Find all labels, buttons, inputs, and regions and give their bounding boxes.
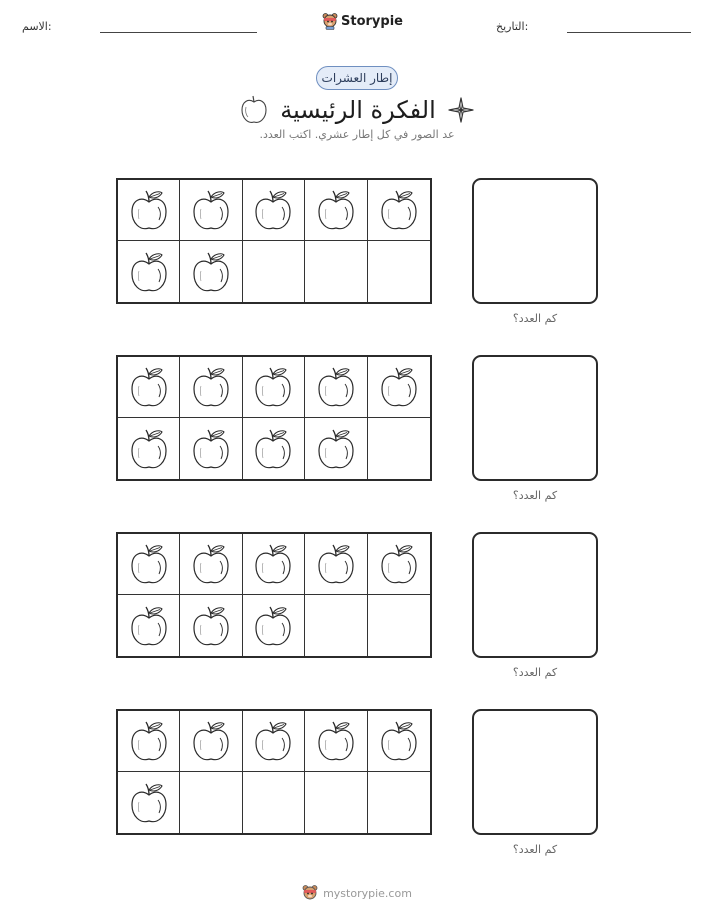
- apple-icon: [130, 604, 168, 648]
- apple-icon: [317, 542, 355, 586]
- answer-label: كم العدد؟: [512, 312, 558, 325]
- ten-frame: [116, 532, 432, 658]
- date-line[interactable]: [567, 32, 691, 33]
- apple-icon: [317, 427, 355, 471]
- ten-frame-cell: [118, 772, 180, 833]
- apple-icon: [130, 719, 168, 763]
- ten-frame-cell: [180, 534, 242, 595]
- logo: [322, 12, 403, 30]
- ten-frame-cell: [243, 241, 305, 302]
- ten-frame-cell: [243, 772, 305, 833]
- ten-frame-cell: [243, 534, 305, 595]
- apple-icon: [254, 188, 292, 232]
- ten-frame-cell: [243, 595, 305, 656]
- name-label: الاسم:: [22, 20, 52, 33]
- answer-box[interactable]: [472, 709, 598, 835]
- bear-mascot-icon: [302, 884, 318, 902]
- ten-frame-cell: [305, 180, 367, 241]
- ten-frame-cell: [305, 711, 367, 772]
- ten-frame-cell: [368, 418, 430, 479]
- ten-frame-cell: [180, 357, 242, 418]
- ten-frame-cell: [118, 180, 180, 241]
- apple-icon: [254, 542, 292, 586]
- ten-frame-cell: [118, 241, 180, 302]
- sparkle-icon: [448, 97, 474, 123]
- ten-frame-cell: [118, 711, 180, 772]
- answer-label: كم العدد؟: [512, 666, 558, 679]
- ten-frame-cell: [368, 711, 430, 772]
- ten-frame-cell: [368, 534, 430, 595]
- ten-frame-cell: [180, 772, 242, 833]
- ten-frame-cell: [305, 772, 367, 833]
- apple-icon: [317, 719, 355, 763]
- ten-frame-cell: [368, 241, 430, 302]
- footer: [0, 884, 714, 902]
- answer-label: كم العدد؟: [512, 843, 558, 856]
- date-label: التاريخ:: [496, 20, 529, 33]
- logo-text: Storypie: [341, 13, 403, 29]
- ten-frame-cell: [118, 418, 180, 479]
- worksheet-type-badge: إطار العشرات: [316, 66, 398, 90]
- name-line[interactable]: [100, 32, 257, 33]
- apple-icon: [192, 604, 230, 648]
- ten-frame: [116, 709, 432, 835]
- answer-label: كم العدد؟: [512, 489, 558, 502]
- apple-icon: [254, 427, 292, 471]
- bear-mascot-icon: [322, 12, 338, 30]
- ten-frame-cell: [243, 357, 305, 418]
- ten-frame-cell: [180, 180, 242, 241]
- ten-frame-cell: [305, 357, 367, 418]
- apple-icon: [130, 781, 168, 825]
- apple-icon: [192, 542, 230, 586]
- apple-icon: [380, 365, 418, 409]
- apple-icon: [192, 188, 230, 232]
- ten-frame-cell: [180, 595, 242, 656]
- ten-frame: [116, 355, 432, 481]
- ten-frame: [116, 178, 432, 304]
- apple-icon: [254, 604, 292, 648]
- instructions: عد الصور في كل إطار عشري. اكتب العدد.: [259, 128, 455, 141]
- ten-frame-cell: [118, 534, 180, 595]
- apple-icon: [130, 427, 168, 471]
- apple-icon: [130, 542, 168, 586]
- ten-frame-cell: [118, 357, 180, 418]
- apple-icon: [192, 427, 230, 471]
- answer-box[interactable]: [472, 178, 598, 304]
- ten-frame-cell: [243, 180, 305, 241]
- apple-outline-icon: [240, 94, 268, 126]
- apple-icon: [192, 719, 230, 763]
- answer-box[interactable]: [472, 532, 598, 658]
- ten-frame-cell: [368, 595, 430, 656]
- apple-icon: [317, 188, 355, 232]
- ten-frame-cell: [180, 418, 242, 479]
- ten-frame-cell: [243, 418, 305, 479]
- answer-box[interactable]: [472, 355, 598, 481]
- ten-frame-cell: [305, 241, 367, 302]
- ten-frame-cell: [180, 711, 242, 772]
- ten-frame-cell: [180, 241, 242, 302]
- ten-frame-cell: [368, 772, 430, 833]
- apple-icon: [254, 719, 292, 763]
- apple-icon: [130, 365, 168, 409]
- apple-icon: [254, 365, 292, 409]
- apple-icon: [192, 250, 230, 294]
- ten-frame-cell: [118, 595, 180, 656]
- apple-icon: [130, 188, 168, 232]
- ten-frame-cell: [305, 534, 367, 595]
- ten-frame-cell: [305, 595, 367, 656]
- footer-url[interactable]: mystorypie.com: [323, 886, 412, 900]
- ten-frame-cell: [305, 418, 367, 479]
- apple-icon: [317, 365, 355, 409]
- apple-icon: [130, 250, 168, 294]
- ten-frame-cell: [368, 180, 430, 241]
- apple-icon: [380, 542, 418, 586]
- ten-frame-cell: [368, 357, 430, 418]
- apple-icon: [192, 365, 230, 409]
- ten-frame-cell: [243, 711, 305, 772]
- title-row: [240, 92, 474, 128]
- page-title: الفكرة الرئيسية: [280, 96, 436, 124]
- apple-icon: [380, 188, 418, 232]
- apple-icon: [380, 719, 418, 763]
